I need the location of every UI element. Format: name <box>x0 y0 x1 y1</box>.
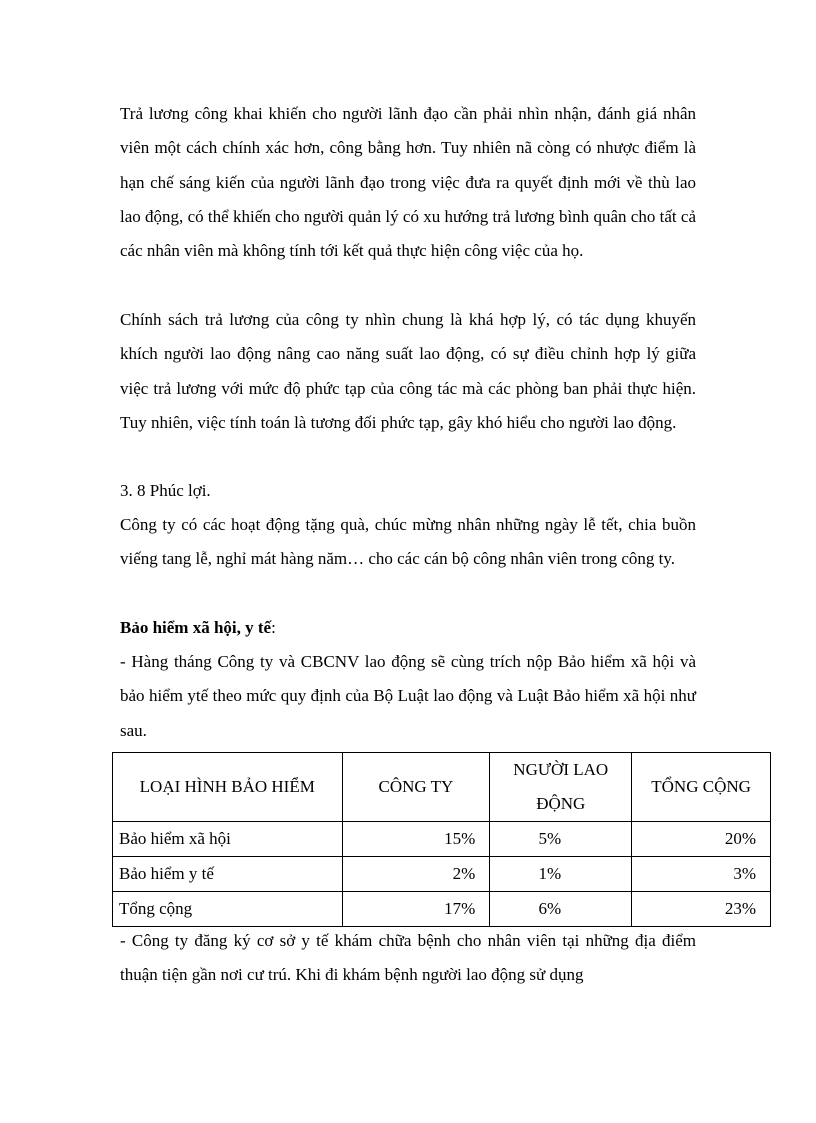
section-title-benefits: 3. 8 Phúc lợi. <box>120 481 211 500</box>
heading-social-insurance-text: Bảo hiểm xã hội, y tế <box>120 618 272 637</box>
paragraph-public-pay: Trả lương công khai khiến cho người lãnh đạo cần phải nhìn nhận, đánh giá nhân viên một cách chính xác hơn, công bằng hơn. Tuy nhiên nã còng có nhược điểm là hạn chế sáng kiến của người lãnh đạo trong việc đưa ra quyết định mới về thù lao lao động, có thể khiến cho người quản lý có xu hướng trả lương bình quân cho tất cả các nhân viên mà không tính tới kết quả thực hiện công việc của họ. <box>120 104 696 261</box>
table-header-cell: CÔNG TY <box>342 753 490 822</box>
table-row <box>113 822 771 857</box>
table-cell-type: Tổng cộng <box>113 892 343 927</box>
heading-colon: : <box>271 618 276 637</box>
table-row <box>113 892 771 927</box>
insurance-table <box>112 752 771 927</box>
table-header-cell: NGƯỜI LAO ĐỘNG <box>490 753 632 822</box>
table-cell-type: Bảo hiểm xã hội <box>113 822 343 857</box>
table-cell-company: 17% <box>342 892 490 927</box>
paragraph-monthly-contribution: - Hàng tháng Công ty và CBCNV lao động sẽ cùng trích nộp Bảo hiểm xã hội và bảo hiểm ytế theo mức quy định của Bộ Luật lao động và Luật Bảo hiểm xã hội như sau. <box>120 652 696 740</box>
table-cell-company: 2% <box>342 857 490 892</box>
paragraph-pay-policy: Chính sách trả lương của công ty nhìn chung là khá hợp lý, có tác dụng khuyến khích người lao động nâng cao năng suất lao động, có sự điều chỉnh hợp lý giữa việc trả lương với mức độ phức tạp của công tác mà các phòng ban phải thực hiện. Tuy nhiên, việc tính toán là tương đối phức tạp, gây khó hiểu cho người lao động. <box>120 310 696 432</box>
heading-social-insurance <box>120 611 276 645</box>
table-cell-employee: 6% <box>490 892 632 927</box>
table-cell-total: 20% <box>632 822 771 857</box>
table-cell-employee: 1% <box>490 857 632 892</box>
paragraph-medical-facility: - Công ty đăng ký cơ sở y tế khám chữa bệnh cho nhân viên tại những địa điểm thuận tiện gần nơi cư trú. Khi đi khám bệnh người lao động sử dụng <box>120 931 696 985</box>
table-header-cell: LOẠI HÌNH BẢO HIỂM <box>113 753 343 822</box>
table-cell-company: 15% <box>342 822 490 857</box>
table-cell-employee: 5% <box>490 822 632 857</box>
table-cell-type: Bảo hiểm y tế <box>113 857 343 892</box>
table-cell-total: 23% <box>632 892 771 927</box>
table-header-cell: TỔNG CỘNG <box>632 753 771 822</box>
table-cell-total: 3% <box>632 857 771 892</box>
table-header-row <box>113 753 771 822</box>
paragraph-gifts: Công ty có các hoạt động tặng quà, chúc mừng nhân những ngày lễ tết, chia buồn viếng tang lễ, nghỉ mát hàng năm… cho các cán bộ công nhân viên trong công ty. <box>120 515 696 569</box>
table-row <box>113 857 771 892</box>
